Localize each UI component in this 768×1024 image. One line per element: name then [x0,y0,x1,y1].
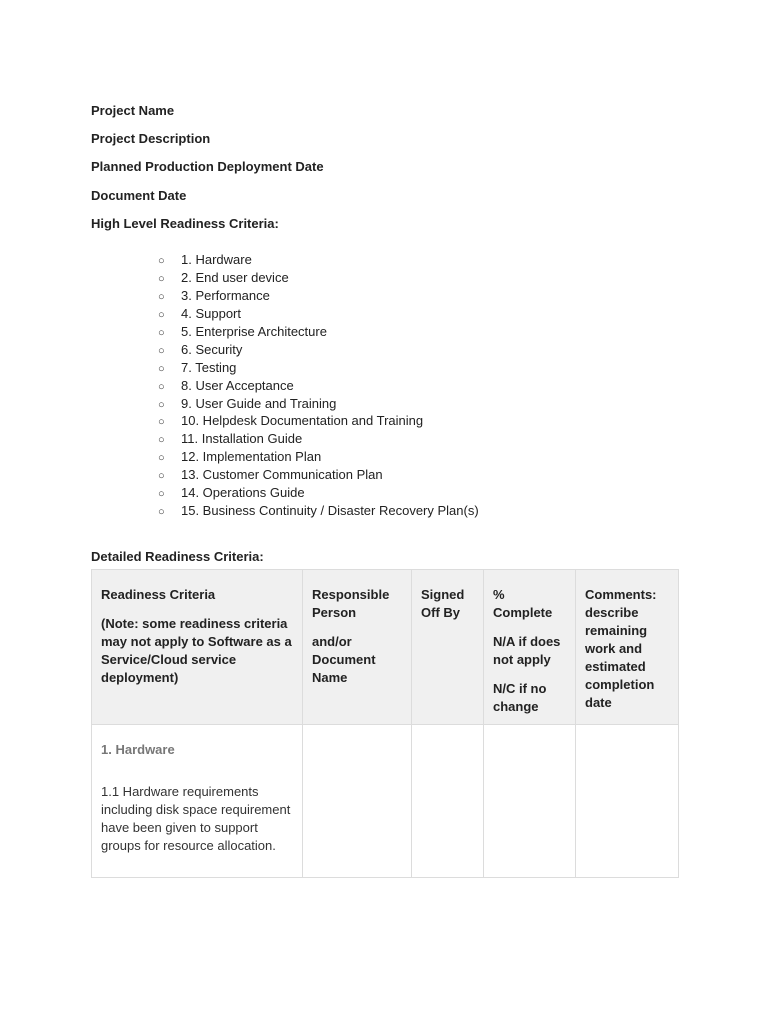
bullet-icon: ○ [158,506,165,519]
header-text: % Complete [493,587,553,620]
responsible-person-cell[interactable] [303,725,412,878]
field-project-description: Project Description [91,131,211,147]
list-item-label: 15. Business Continuity / Disaster Recovery Plan(s) [181,503,479,519]
field-planned-deployment-date: Planned Production Deployment Date [91,159,324,175]
list-item-label: 12. Implementation Plan [181,449,322,465]
readiness-table [91,569,679,878]
bullet-icon: ○ [158,380,165,393]
high-level-criteria-heading: High Level Readiness Criteria: [91,215,279,231]
list-item-label: 6. Security [181,341,243,357]
bullet-icon: ○ [158,398,165,411]
list-item [158,431,479,449]
list-item [158,449,479,467]
list-item [158,378,479,396]
bullet-icon: ○ [158,416,165,429]
header-percent-complete [484,570,576,725]
bullet-icon: ○ [158,272,165,285]
bullet-icon: ○ [158,326,165,339]
header-text: Signed Off By [421,587,465,620]
header-note: N/C if no change [493,681,547,714]
percent-complete-cell[interactable] [484,725,576,878]
list-item-label: 8. User Acceptance [181,377,294,393]
list-item-label: 7. Testing [181,359,237,375]
bullet-icon: ○ [158,362,165,375]
list-item-label: 4. Support [181,305,241,321]
table-row [92,725,679,878]
header-readiness-criteria [92,570,303,725]
detailed-criteria-heading: Detailed Readiness Criteria: [91,549,264,564]
header-text: Responsible Person [312,587,390,620]
comments-cell[interactable] [576,725,679,878]
bullet-icon: ○ [158,344,165,357]
list-item [158,467,479,485]
criteria-list [158,252,479,521]
list-item [158,413,479,431]
header-signed-off-by [412,570,484,725]
list-item [158,270,479,288]
header-text: Comments: describe remaining work and estimated completion date [585,587,657,710]
criteria-cell [92,725,303,878]
list-item [158,396,479,414]
bullet-icon: ○ [158,470,165,483]
list-item-label: 2. End user device [181,269,289,285]
list-item [158,324,479,342]
section-title: 1. Hardware [101,742,175,757]
list-item [158,503,479,521]
signed-off-by-cell[interactable] [412,725,484,878]
field-document-date: Document Date [91,187,187,203]
list-item-label: 10. Helpdesk Documentation and Training [181,413,424,429]
list-item [158,342,479,360]
list-item-label: 9. User Guide and Training [181,395,337,411]
header-note: and/or Document Name [312,634,376,685]
document-fields [91,103,324,244]
bullet-icon: ○ [158,434,165,447]
header-responsible-person [303,570,412,725]
list-item-label: 1. Hardware [181,252,252,267]
bullet-icon: ○ [158,308,165,321]
criteria-item-text: 1.1 Hardware requirements including disk space requirement have been given to support groups for resource allocation. [101,784,291,853]
bullet-icon: ○ [158,452,165,465]
field-project-name: Project Name [91,103,175,118]
list-item-label: 11. Installation Guide [181,431,303,447]
list-item [158,360,479,378]
list-item [158,288,479,306]
list-item [158,252,479,270]
bullet-icon: ○ [158,255,165,267]
header-note: (Note: some readiness criteria may not apply to Software as a Service/Cloud service deployment) [101,616,292,685]
list-item-label: 13. Customer Communication Plan [181,467,383,483]
list-item [158,485,479,503]
list-item-label: 3. Performance [181,287,270,303]
list-item-label: 14. Operations Guide [181,485,305,501]
table-header-row [92,570,679,725]
list-item-label: 5. Enterprise Architecture [181,323,327,339]
bullet-icon: ○ [158,290,165,303]
list-item [158,306,479,324]
header-note: N/A if does not apply [493,634,561,667]
bullet-icon: ○ [158,488,165,501]
header-comments [576,570,679,725]
header-text: Readiness Criteria [101,587,216,602]
